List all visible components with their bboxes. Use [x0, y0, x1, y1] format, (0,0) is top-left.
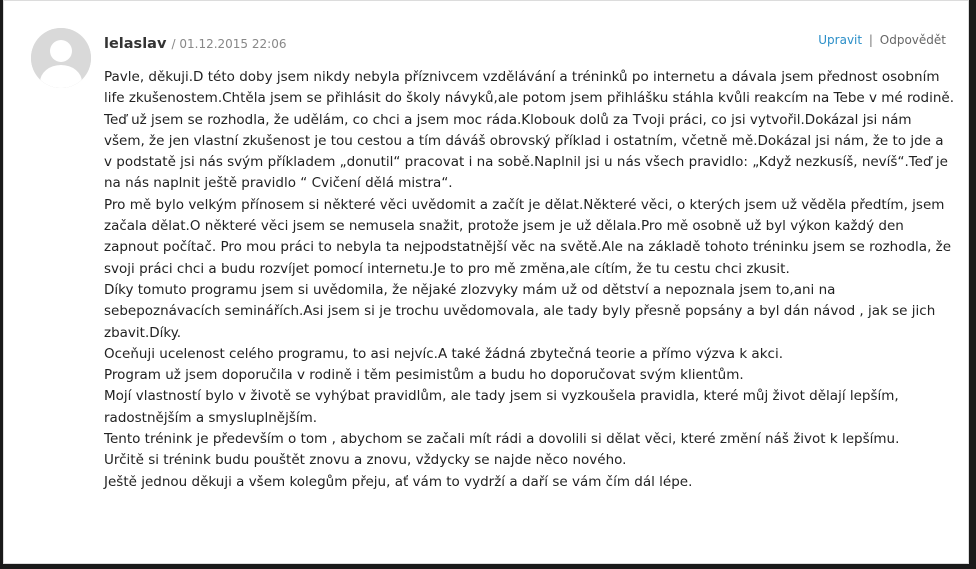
user-placeholder-icon — [31, 28, 91, 88]
comment-paragraph: Pavle, děkuji.D této doby jsem nikdy nebyla příznivcem vzdělávání a tréninků po internetu a dávala jsem přednost osobním life zkušenostem.Chtěla jsem se přihlásit do školy návyků,ale potom jsem přihlášku stáhla kvůli reakcím na Tebe v mé rodině. — [104, 69, 954, 107]
comment-date: / 01.12.2015 22:06 — [171, 37, 287, 51]
comment-paragraph: Tento trénink je především o tom , abychom se začali mít rádi a dovolili si dělat věci, které změní náš život k lepšímu. — [104, 431, 900, 448]
comment-author[interactable]: lelaslav — [104, 36, 167, 52]
avatar — [31, 28, 91, 88]
comment-paragraph: Pro mě bylo velkým přínosem si některé věci uvědomit a začít je dělat.Některé věci, o kterých jsem už věděla předtím, jsem začala dělat.O některé věci jsem se nemusela snažit, protože jsem je už dělala.Pro mě osobně už byl výkon každý den zapnout počítač. Pro mou práci to nebyla ta nejpodstatnější věc na světě.Ale na základě tohoto tréninku jsem se rozhodla, že svoji práci chci a budu rozvíjet pomocí internetu.Je to pro mě změna,ale cítím, že tu cestu chci zkusit. — [104, 196, 952, 277]
comment-paragraph: Teď už jsem se rozhodla, že udělám, co chci a jsem moc ráda.Klobouk dolů za Tvoji práci, co jsi vytvořil.Dokázal jsi nám všem, že jen vlastní zkušenost je tou cestou a tím dáváš obrovský příklad i ostatním, včetně mě.Dokázal jsi nám, že to jde a v podstatě jsi nás svým příkladem „donutil“ pracovat i na sobě.Naplnil jsi u nás všech pravidlo: „Když nezkusíš, nevíš“.Teď je na nás naplnit ještě pravidlo “ Cvičení dělá mistra“. — [104, 111, 948, 192]
comment-body — [104, 67, 954, 493]
comment-paragraph: Díky tomuto programu jsem si uvědomila, že nějaké zlozvyky mám už od dětství a nepoznala jsem to,ani na sebepoznávacích seminářích.Asi jsem si je trochu uvědomovala, ale tady byly přesně popsány a byl dán návod , jak se jich zbavit.Díky. — [104, 281, 936, 341]
comment-actions — [818, 33, 946, 47]
comment-paragraph: Ještě jednou děkuji a všem kolegům přeju, ať vám to vydrží a daří se vám čím dál lépe. — [104, 473, 693, 490]
comment-paragraph: Program už jsem doporučila v rodině i těm pesimistům a budu ho doporučovat svým klientům. — [104, 367, 744, 384]
edit-link[interactable]: Upravit — [818, 33, 863, 47]
actions-separator: | — [868, 33, 873, 47]
reply-link[interactable]: Odpovědět — [879, 33, 946, 47]
comment-paragraph: Oceňuji ucelenost celého programu, to asi nejvíc.A také žádná zbytečná teorie a přímo výzva k akci. — [104, 345, 783, 362]
comment-paragraph: Mojí vlastností bylo v životě se vyhýbat pravidlům, ale tady jsem si vyzkoušela pravidla, které můj život dělají lepším, radostnějším a smysluplnějším. — [104, 388, 899, 426]
comment-paragraph: Určitě si trénink budu pouštět znovu a znovu, vždycky se najde něco nového. — [104, 452, 627, 469]
comment-card — [3, 0, 969, 564]
comment-meta — [104, 33, 286, 52]
